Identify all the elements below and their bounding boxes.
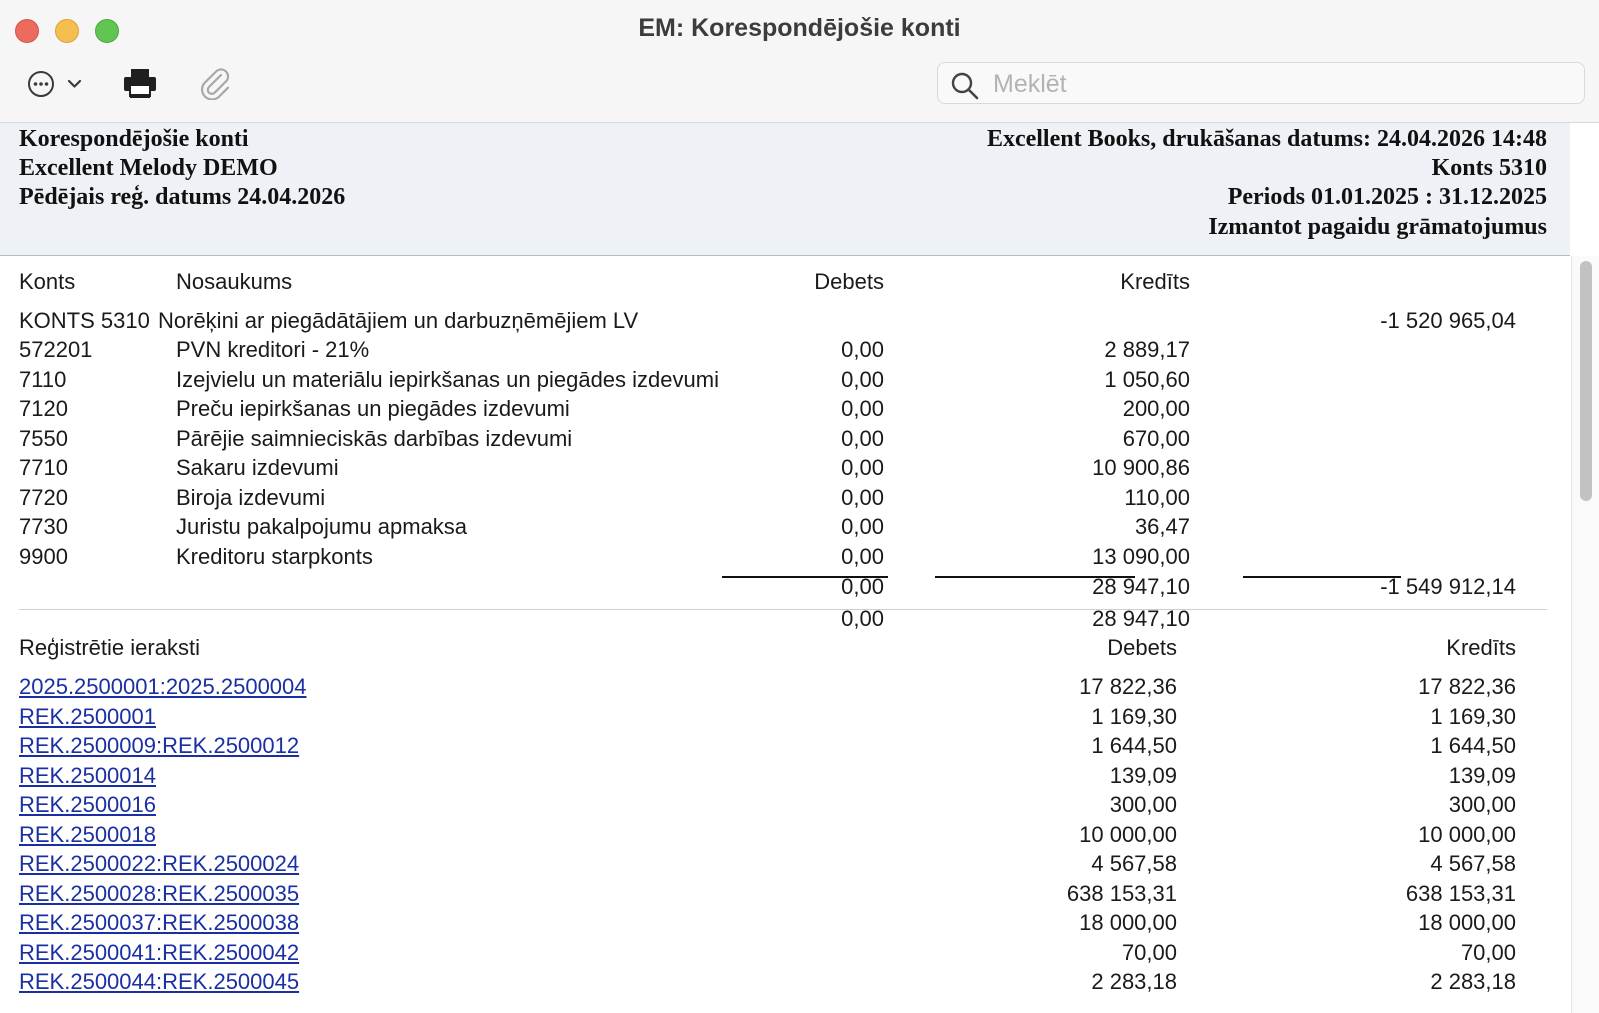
registered-entry-debit: 10 000,00 bbox=[1079, 821, 1177, 847]
registered-entry-debit: 638 153,31 bbox=[1066, 880, 1177, 906]
row-debit: 0,00 bbox=[841, 366, 884, 392]
grand-total-debit: 0,00 bbox=[841, 606, 884, 631]
registered-entry-row bbox=[0, 879, 1570, 909]
registered-entry-debit: 139,09 bbox=[1109, 762, 1177, 788]
row-account-number: 572201 bbox=[19, 337, 93, 362]
row-debit: 0,00 bbox=[841, 337, 884, 362]
row-account-name: Preču iepirkšanas un piegādes izdevumi bbox=[176, 396, 570, 421]
registered-entry-credit: 1 169,30 bbox=[1430, 703, 1516, 729]
registered-entry-credit: 300,00 bbox=[1448, 792, 1516, 817]
search-field[interactable] bbox=[937, 62, 1585, 104]
registered-entry-credit: 4 567,58 bbox=[1430, 851, 1516, 876]
column-header-credit: Kredīts bbox=[1120, 269, 1190, 294]
account-row-item bbox=[0, 365, 1570, 395]
registered-entry-link[interactable]: REK.2500028:REK.2500035 bbox=[19, 880, 300, 906]
account-row-item bbox=[0, 424, 1570, 454]
row-account-number: 7710 bbox=[19, 455, 68, 480]
registered-entry-debit: 17 822,36 bbox=[1079, 674, 1177, 699]
row-account-number: 7550 bbox=[19, 425, 68, 451]
attach-button[interactable] bbox=[198, 66, 232, 100]
temporary-postings-info: Izmantot pagaidu grāmatojumus bbox=[1208, 214, 1547, 240]
closing-balance: -1 549 912,14 bbox=[1380, 574, 1516, 599]
registered-entry-row bbox=[0, 790, 1570, 820]
row-account-name: Pārējie saimnieciskās darbības izdevumi bbox=[176, 425, 573, 451]
account-opening-balance: -1 520 965,04 bbox=[1380, 308, 1516, 333]
printer-icon bbox=[122, 66, 158, 100]
subtotal-debit: 0,00 bbox=[841, 574, 884, 599]
period-info: Periods 01.01.2025 : 31.12.2025 bbox=[1227, 184, 1547, 210]
registered-entries-title: Reģistrētie ieraksti bbox=[19, 635, 200, 660]
registered-entry-link[interactable]: REK.2500044:REK.2500045 bbox=[19, 969, 300, 994]
row-credit: 110,00 bbox=[1124, 484, 1190, 510]
registered-entry-debit: 1 169,30 bbox=[1091, 703, 1177, 729]
registered-entry-credit: 18 000,00 bbox=[1418, 910, 1516, 935]
row-debit: 0,00 bbox=[841, 484, 884, 510]
registered-entry-credit: 10 000,00 bbox=[1418, 821, 1516, 847]
row-credit: 2 889,17 bbox=[1104, 337, 1190, 362]
grand-total-row bbox=[0, 604, 1570, 634]
registered-entry-row bbox=[0, 672, 1570, 702]
registered-entry-credit: 1 644,50 bbox=[1430, 733, 1516, 758]
subtotal-row bbox=[0, 572, 1570, 602]
subtotal-credit: 28 947,10 bbox=[1092, 574, 1190, 599]
row-account-number: 7120 bbox=[19, 396, 68, 421]
grand-total-credit: 28 947,10 bbox=[1092, 606, 1190, 631]
account-name: Norēķini ar piegādātājiem un darbuzņēmējiem LV bbox=[158, 308, 639, 333]
row-account-number: 9900 bbox=[19, 543, 68, 569]
registered-entry-debit: 1 644,50 bbox=[1091, 733, 1177, 758]
search-icon bbox=[950, 71, 980, 101]
registered-entry-link[interactable]: REK.2500037:REK.2500038 bbox=[19, 910, 300, 935]
registered-entry-link[interactable]: REK.2500018 bbox=[19, 821, 156, 847]
row-credit: 10 900,86 bbox=[1092, 455, 1190, 480]
print-info: Excellent Books, drukāšanas datums: 24.04.2026 14:48 bbox=[986, 126, 1547, 152]
registered-entry-credit: 17 822,36 bbox=[1418, 674, 1516, 699]
row-debit: 0,00 bbox=[841, 543, 884, 569]
row-account-name: Sakaru izdevumi bbox=[176, 455, 339, 480]
account-row-item bbox=[0, 453, 1570, 483]
registered-entry-row bbox=[0, 702, 1570, 732]
row-account-name: Kreditoru starpkonts bbox=[176, 543, 373, 569]
row-credit: 1 050,60 bbox=[1104, 366, 1190, 392]
account-row-item bbox=[0, 335, 1570, 365]
report-header bbox=[0, 123, 1570, 256]
registered-entry-debit: 300,00 bbox=[1109, 792, 1177, 817]
row-credit: 13 090,00 bbox=[1092, 543, 1190, 569]
row-credit: 36,47 bbox=[1134, 514, 1190, 539]
registered-entry-link[interactable]: REK.2500041:REK.2500042 bbox=[19, 939, 300, 965]
registered-entry-credit: 2 283,18 bbox=[1430, 969, 1516, 994]
registered-entry-debit: 4 567,58 bbox=[1091, 851, 1177, 876]
row-credit: 200,00 bbox=[1122, 396, 1190, 421]
row-debit: 0,00 bbox=[841, 514, 884, 539]
window-title: EM: Korespondējošie konti bbox=[638, 14, 961, 42]
registered-debit-header: Debets bbox=[1107, 635, 1177, 660]
title-bar bbox=[0, 0, 1599, 123]
row-account-name: Juristu pakalpojumu apmaksa bbox=[176, 514, 468, 539]
registered-entry-row bbox=[0, 908, 1570, 938]
last-registration-date: Pēdējais reģ. datums 24.04.2026 bbox=[19, 184, 346, 210]
registered-entry-credit: 70,00 bbox=[1460, 939, 1516, 965]
registered-entry-link[interactable]: REK.2500001 bbox=[19, 703, 156, 729]
search-input[interactable] bbox=[991, 68, 1575, 100]
report-body bbox=[0, 256, 1570, 1013]
column-headers bbox=[0, 267, 1570, 297]
ellipsis-circle-icon bbox=[26, 68, 88, 100]
row-account-name: Izejvielu un materiālu iepirkšanas un piegādes izdevumi bbox=[176, 366, 719, 392]
row-debit: 0,00 bbox=[841, 396, 884, 421]
scrollbar-thumb[interactable] bbox=[1580, 261, 1592, 501]
paperclip-icon bbox=[198, 66, 232, 100]
registered-entry-row bbox=[0, 731, 1570, 761]
account-label: KONTS 5310 bbox=[19, 308, 150, 333]
registered-entry-link[interactable]: REK.2500009:REK.2500012 bbox=[19, 733, 300, 758]
row-debit: 0,00 bbox=[841, 425, 884, 451]
account-row-item bbox=[0, 394, 1570, 424]
row-account-number: 7110 bbox=[19, 366, 67, 392]
registered-entry-debit: 70,00 bbox=[1121, 939, 1177, 965]
registered-entry-credit: 139,09 bbox=[1448, 762, 1516, 788]
registered-entry-row bbox=[0, 820, 1570, 850]
account-row-item bbox=[0, 483, 1570, 513]
registered-entry-row bbox=[0, 938, 1570, 968]
account-row-item bbox=[0, 542, 1570, 572]
registered-entries-header bbox=[0, 633, 1570, 663]
registered-entry-link[interactable]: REK.2500016 bbox=[19, 792, 156, 817]
more-actions-button[interactable] bbox=[26, 68, 88, 100]
row-credit: 670,00 bbox=[1122, 425, 1190, 451]
print-button[interactable] bbox=[122, 66, 158, 100]
row-account-number: 7720 bbox=[19, 484, 68, 510]
registered-entry-link[interactable]: REK.2500014 bbox=[19, 762, 156, 788]
account-row bbox=[0, 306, 1570, 336]
row-account-number: 7730 bbox=[19, 514, 68, 539]
registered-entry-row bbox=[0, 967, 1570, 997]
registered-entry-row bbox=[0, 849, 1570, 879]
column-header-account: Konts bbox=[19, 269, 76, 294]
registered-entry-link[interactable]: REK.2500022:REK.2500024 bbox=[19, 851, 300, 876]
account-info: Konts 5310 bbox=[1431, 155, 1547, 181]
account-row-item bbox=[0, 512, 1570, 542]
vertical-scrollbar[interactable] bbox=[1571, 256, 1599, 1013]
company-name: Excellent Melody DEMO bbox=[19, 155, 278, 181]
registered-entry-row bbox=[0, 761, 1570, 791]
registered-entry-debit: 18 000,00 bbox=[1079, 910, 1177, 935]
row-account-name: PVN kreditori - 21% bbox=[176, 337, 370, 362]
column-header-name: Nosaukums bbox=[176, 269, 293, 294]
report-name: Korespondējošie konti bbox=[19, 126, 249, 152]
registered-entry-credit: 638 153,31 bbox=[1405, 880, 1516, 906]
row-debit: 0,00 bbox=[841, 455, 884, 480]
row-account-name: Biroja izdevumi bbox=[176, 484, 326, 510]
registered-entry-link[interactable]: 2025.2500001:2025.2500004 bbox=[19, 674, 307, 699]
registered-entry-debit: 2 283,18 bbox=[1091, 969, 1177, 994]
column-header-debit: Debets bbox=[814, 269, 884, 294]
registered-credit-header: Kredīts bbox=[1446, 635, 1516, 660]
